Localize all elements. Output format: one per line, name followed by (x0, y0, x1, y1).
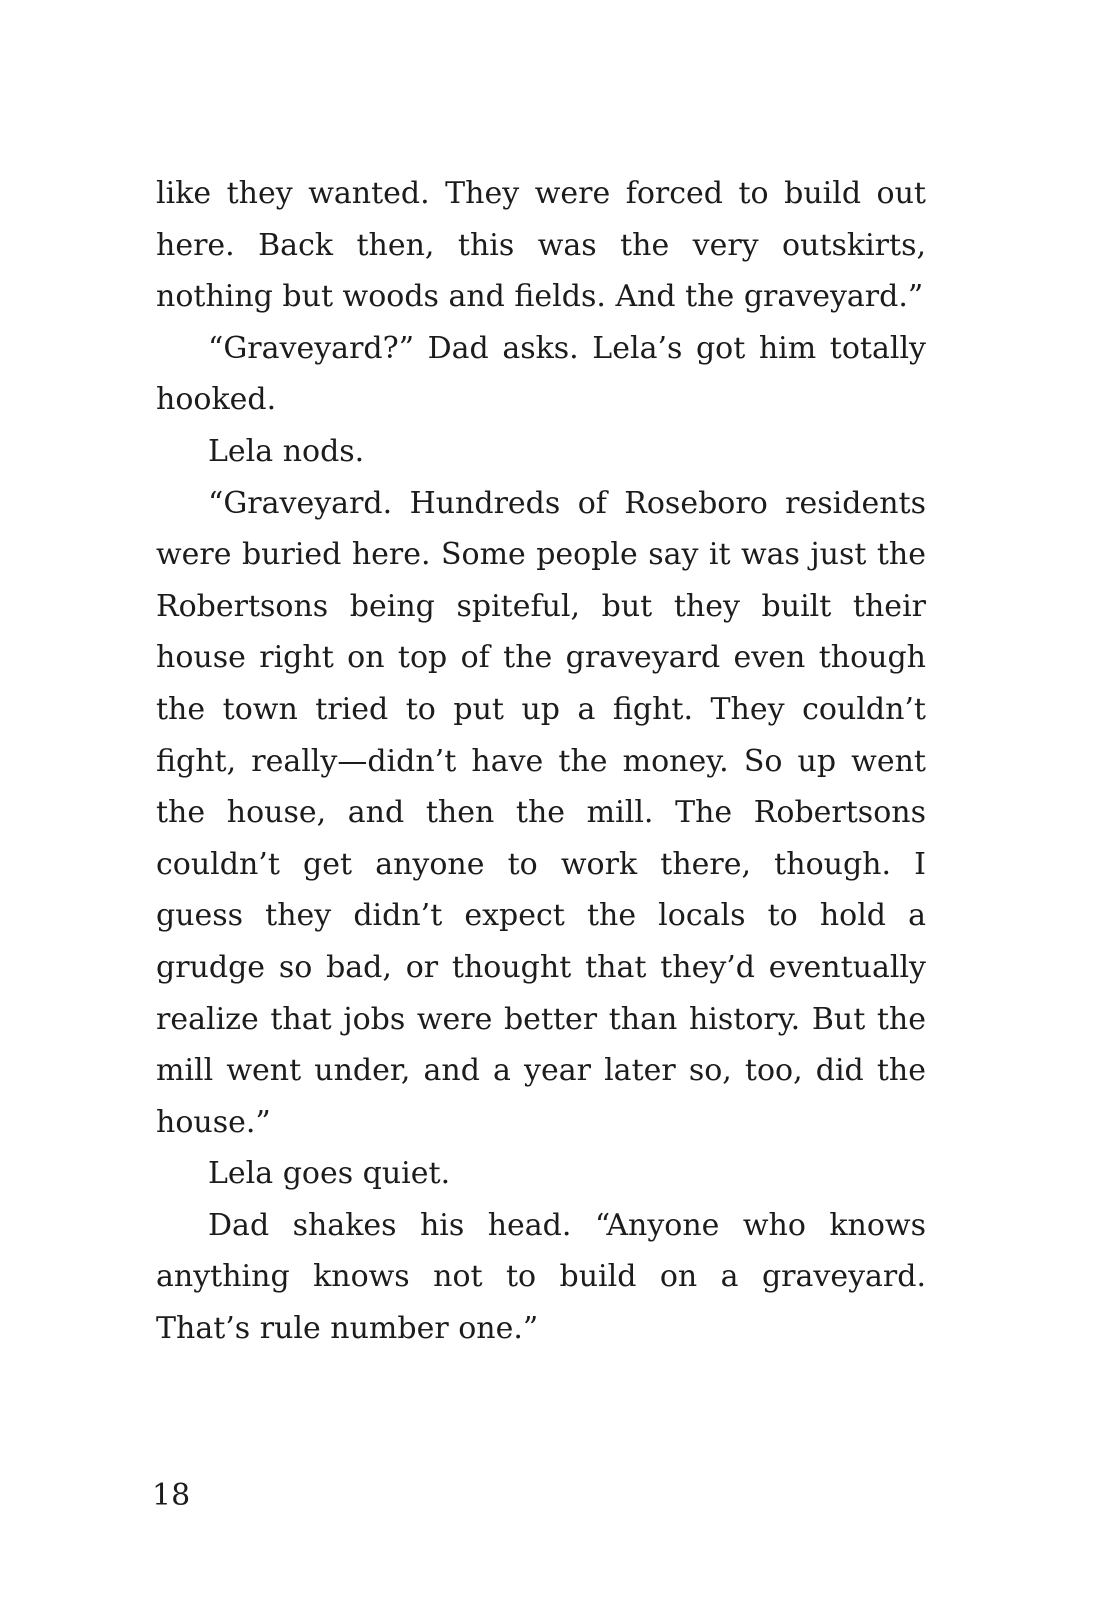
page-number: 18 (152, 1478, 191, 1513)
body-text (156, 168, 926, 1355)
paragraph-6: Dad shakes his head. “Anyone who knows anything knows not to build on a graveyard. That’s rule number one.” (156, 1207, 926, 1347)
paragraph-1: like they wanted. They were forced to build out here. Back then, this was the very outskirts, nothing but woods and fields. And the graveyard.” (156, 176, 926, 315)
paragraph-5: Lela goes quiet. (208, 1156, 451, 1192)
paragraph-4: “Graveyard. Hundreds of Roseboro residents were buried here. Some people say it was just the Robertsons being spiteful, but they built their house right on top of the graveyard even though the town tried to put up a fight. They couldn’t fight, really—didn’t have the money. So up went the house, and then the mill. The Robertsons couldn’t get anyone to work there, though. I guess they didn’t expect the locals to hold a grudge so bad, or thought that they’d eventually realize that jobs were better than history. But the mill went under, and a year later so, too, did the house.” (156, 485, 926, 1140)
paragraph-3: Lela nods. (208, 433, 365, 469)
paragraph-2: “Graveyard?” Dad asks. Lela’s got him totally hooked. (156, 330, 926, 418)
